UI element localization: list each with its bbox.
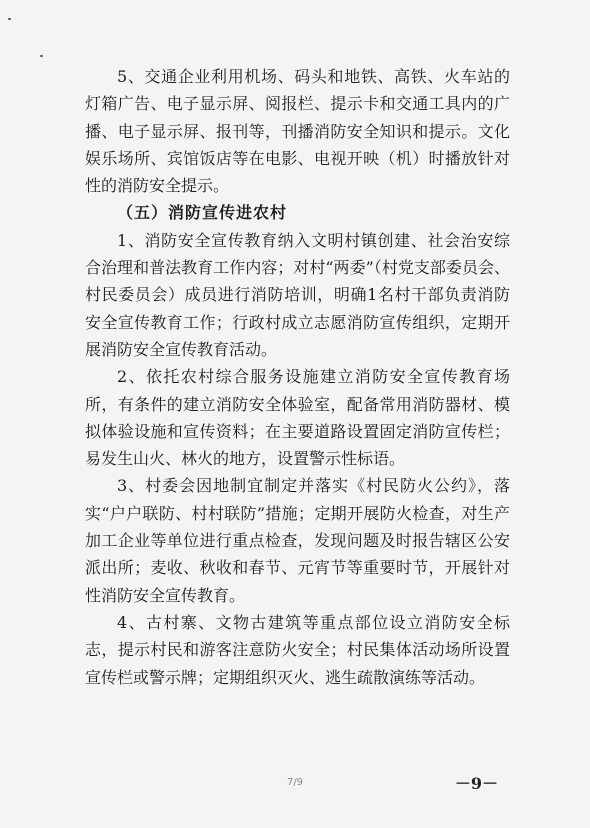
- scan-speck: [8, 18, 11, 20]
- page-number: －9－: [454, 774, 498, 793]
- paragraph-rural-2: 2、依托农村综合服务设施建立消防安全宣传教育场所，有条件的建立消防安全体验室，配备常用消防器材、模拟体验设施和宣传资料；在主要道路设置固定消防宣传栏；易发生山火、林火的地方，设置警示性标语。: [85, 367, 510, 469]
- document-body: [85, 63, 510, 691]
- paragraph-rural-3: 3、村委会因地制宜制定并落实《村民防火公约》，落实“户户联防、村村联防”措施；定期开展防火检查，对生产加工企业等单位进行重点检查，发现问题及时报告辖区公安派出所；麦收、秋收和春节、元宵节等重要时节，开展针对性消防安全宣传教育。: [85, 476, 510, 605]
- paragraph-rural-4: 4、古村寨、文物古建筑等重点部位设立消防安全标志，提示村民和游客注意防火安全；村民集体活动场所设置宣传栏或警示牌；定期组织灭火、逃生疏散演练等活动。: [85, 612, 510, 687]
- paragraph-transport: 5、交通企业利用机场、码头和地铁、高铁、火车站的灯箱广告、电子显示屏、阅报栏、提示卡和交通工具内的广播、电子显示屏、报刊等，刊播消防安全知识和提示。文化娱乐场所、宾馆饭店等在电影、电视开映（机）时播放针对性的消防安全提示。: [85, 67, 510, 196]
- scan-speck: [40, 55, 43, 57]
- paragraph-rural-1: 1、消防安全宣传教育纳入文明村镇创建、社会治安综合治理和普法教育工作内容；对村“两委”（村党支部委员会、村民委员会）成员进行消防培训，明确1名村干部负责消防安全宣传教育工作；行政村成立志愿消防宣传组织，定期开展消防安全宣传教育活动。: [85, 230, 510, 359]
- scan-page-counter: 7/9: [286, 777, 304, 788]
- section-heading-rural: （五）消防宣传进农村: [117, 203, 288, 223]
